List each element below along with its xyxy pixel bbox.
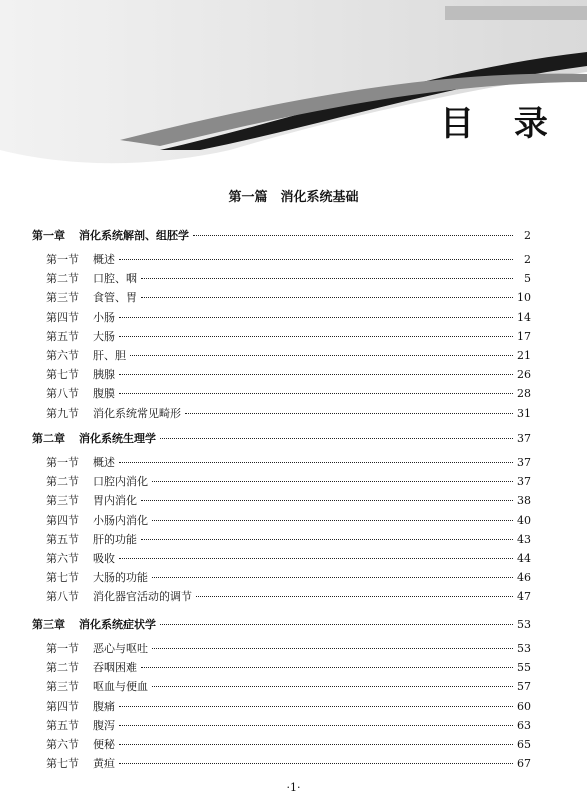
section-page: 10 bbox=[517, 291, 531, 305]
section-title: 恶心与呕吐 bbox=[93, 642, 148, 655]
section-title: 腹膜 bbox=[93, 387, 115, 401]
leader-dots bbox=[119, 558, 513, 559]
section-label: 第七节 bbox=[46, 571, 79, 585]
section-page: 60 bbox=[517, 699, 531, 713]
section-label: 第一节 bbox=[46, 456, 79, 469]
section-title: 食管、胃 bbox=[93, 291, 137, 305]
section-title: 大肠 bbox=[93, 329, 115, 343]
leader-dots bbox=[141, 278, 513, 279]
section-label: 第四节 bbox=[46, 310, 79, 324]
section-title: 小肠 bbox=[93, 310, 115, 324]
leader-dots bbox=[119, 706, 513, 707]
section-page: 26 bbox=[517, 368, 531, 382]
section-label: 第四节 bbox=[46, 699, 79, 713]
chapter-label: 第一章 bbox=[32, 229, 65, 242]
section-title: 腹泻 bbox=[93, 718, 115, 732]
section-entry[interactable] bbox=[46, 455, 531, 471]
section-entry[interactable] bbox=[46, 329, 531, 345]
chapter-entry[interactable] bbox=[32, 617, 531, 633]
section-page: 46 bbox=[517, 571, 531, 585]
section-label: 第六节 bbox=[46, 738, 79, 751]
section-entry[interactable] bbox=[46, 718, 531, 734]
section-entry[interactable] bbox=[46, 386, 531, 402]
chapter-page: 2 bbox=[524, 229, 531, 242]
leader-dots bbox=[193, 235, 513, 236]
section-page: 57 bbox=[517, 680, 531, 694]
chapter-page: 37 bbox=[517, 432, 531, 445]
leader-dots bbox=[152, 481, 513, 482]
leader-dots bbox=[119, 462, 513, 463]
section-page: 31 bbox=[517, 406, 531, 420]
section-page: 63 bbox=[517, 718, 531, 732]
section-label: 第一节 bbox=[46, 253, 79, 266]
section-entry[interactable] bbox=[46, 252, 531, 268]
section-title: 黄疸 bbox=[93, 757, 115, 771]
section-label: 第八节 bbox=[46, 387, 79, 401]
section-title: 便秘 bbox=[93, 738, 115, 751]
section-entry[interactable] bbox=[46, 679, 531, 695]
section-title: 消化系统常见畸形 bbox=[93, 406, 181, 420]
leader-dots bbox=[119, 374, 513, 375]
section-label: 第二节 bbox=[46, 661, 79, 675]
section-title: 胰腺 bbox=[93, 368, 115, 382]
chapter-page: 53 bbox=[517, 618, 531, 631]
section-entry[interactable] bbox=[46, 406, 531, 422]
leader-dots bbox=[185, 413, 513, 414]
section-title: 吞咽困难 bbox=[93, 661, 137, 675]
section-page: 67 bbox=[517, 757, 531, 771]
section-title: 肝的功能 bbox=[93, 532, 137, 546]
section-entry[interactable] bbox=[46, 641, 531, 657]
chapter-title: 消化系统生理学 bbox=[79, 432, 156, 445]
leader-dots bbox=[130, 355, 513, 356]
section-entry[interactable] bbox=[46, 737, 531, 753]
section-title: 消化器官活动的调节 bbox=[93, 590, 192, 604]
section-label: 第七节 bbox=[46, 368, 79, 382]
section-entry[interactable] bbox=[46, 756, 531, 772]
section-entry[interactable] bbox=[46, 348, 531, 364]
section-label: 第二节 bbox=[46, 475, 79, 489]
leader-dots bbox=[141, 667, 513, 668]
section-page: 53 bbox=[517, 642, 531, 655]
leader-dots bbox=[119, 393, 513, 394]
section-entry[interactable] bbox=[46, 513, 531, 529]
section-entry[interactable] bbox=[46, 493, 531, 509]
chapter-entry[interactable] bbox=[32, 431, 531, 447]
leader-dots bbox=[141, 539, 513, 540]
leader-dots bbox=[196, 596, 513, 597]
section-page: 55 bbox=[517, 661, 531, 675]
section-entry[interactable] bbox=[46, 699, 531, 715]
section-entry[interactable] bbox=[46, 310, 531, 326]
page-number: ·1· bbox=[286, 781, 301, 794]
section-page: 14 bbox=[517, 310, 531, 324]
page-title: 目 录 bbox=[440, 104, 562, 144]
section-label: 第四节 bbox=[46, 513, 79, 527]
leader-dots bbox=[119, 336, 513, 337]
section-entry[interactable] bbox=[46, 589, 531, 605]
leader-dots bbox=[160, 438, 513, 439]
section-label: 第五节 bbox=[46, 532, 79, 546]
section-page: 5 bbox=[524, 272, 531, 286]
chapter-label: 第三章 bbox=[32, 618, 65, 631]
section-entry[interactable] bbox=[46, 532, 531, 548]
section-label: 第五节 bbox=[46, 718, 79, 732]
section-page: 40 bbox=[517, 513, 531, 527]
chapter-label: 第二章 bbox=[32, 432, 65, 445]
section-title: 概述 bbox=[93, 253, 115, 266]
leader-dots bbox=[152, 520, 513, 521]
section-page: 65 bbox=[517, 738, 531, 751]
section-page: 37 bbox=[517, 456, 531, 469]
section-label: 第五节 bbox=[46, 329, 79, 343]
section-entry[interactable] bbox=[46, 367, 531, 383]
section-title: 呕血与便血 bbox=[93, 680, 148, 694]
section-title: 胃内消化 bbox=[93, 494, 137, 508]
section-title: 小肠内消化 bbox=[93, 513, 148, 527]
leader-dots bbox=[119, 317, 513, 318]
section-page: 47 bbox=[517, 590, 531, 604]
section-label: 第三节 bbox=[46, 291, 79, 305]
section-label: 第一节 bbox=[46, 642, 79, 655]
section-title: 大肠的功能 bbox=[93, 571, 148, 585]
section-entry[interactable] bbox=[46, 570, 531, 586]
section-title: 概述 bbox=[93, 456, 115, 469]
section-page: 2 bbox=[524, 253, 531, 266]
section-page: 17 bbox=[517, 329, 531, 343]
leader-dots bbox=[152, 577, 513, 578]
leader-dots bbox=[119, 725, 513, 726]
section-label: 第三节 bbox=[46, 494, 79, 508]
section-page: 38 bbox=[517, 494, 531, 508]
leader-dots bbox=[160, 624, 513, 625]
section-label: 第三节 bbox=[46, 680, 79, 694]
section-title: 腹痛 bbox=[93, 699, 115, 713]
section-page: 43 bbox=[517, 532, 531, 546]
section-title: 吸收 bbox=[93, 552, 115, 565]
leader-dots bbox=[141, 297, 513, 298]
section-page: 28 bbox=[517, 387, 531, 401]
part-title: 第一篇 消化系统基础 bbox=[228, 190, 359, 205]
section-label: 第六节 bbox=[46, 349, 79, 362]
section-label: 第九节 bbox=[46, 406, 79, 420]
leader-dots bbox=[141, 500, 513, 501]
section-page: 44 bbox=[517, 552, 531, 565]
section-title: 口腔、咽 bbox=[93, 272, 137, 286]
section-page: 37 bbox=[517, 475, 531, 489]
leader-dots bbox=[152, 686, 513, 687]
section-entry[interactable] bbox=[46, 660, 531, 676]
chapter-entry[interactable] bbox=[32, 228, 531, 244]
leader-dots bbox=[119, 259, 513, 260]
section-entry[interactable] bbox=[46, 474, 531, 490]
leader-dots bbox=[119, 763, 513, 764]
section-page: 21 bbox=[517, 349, 531, 362]
section-entry[interactable] bbox=[46, 290, 531, 306]
leader-dots bbox=[119, 744, 513, 745]
chapter-title: 消化系统症状学 bbox=[79, 618, 156, 631]
section-label: 第六节 bbox=[46, 552, 79, 565]
leader-dots bbox=[152, 648, 513, 649]
section-label: 第八节 bbox=[46, 590, 79, 604]
chapter-title: 消化系统解剖、组胚学 bbox=[79, 229, 189, 242]
section-entry[interactable] bbox=[46, 271, 531, 287]
section-title: 口腔内消化 bbox=[93, 475, 148, 489]
section-title: 肝、胆 bbox=[93, 349, 126, 362]
section-label: 第二节 bbox=[46, 272, 79, 286]
section-entry[interactable] bbox=[46, 551, 531, 567]
section-label: 第七节 bbox=[46, 757, 79, 771]
